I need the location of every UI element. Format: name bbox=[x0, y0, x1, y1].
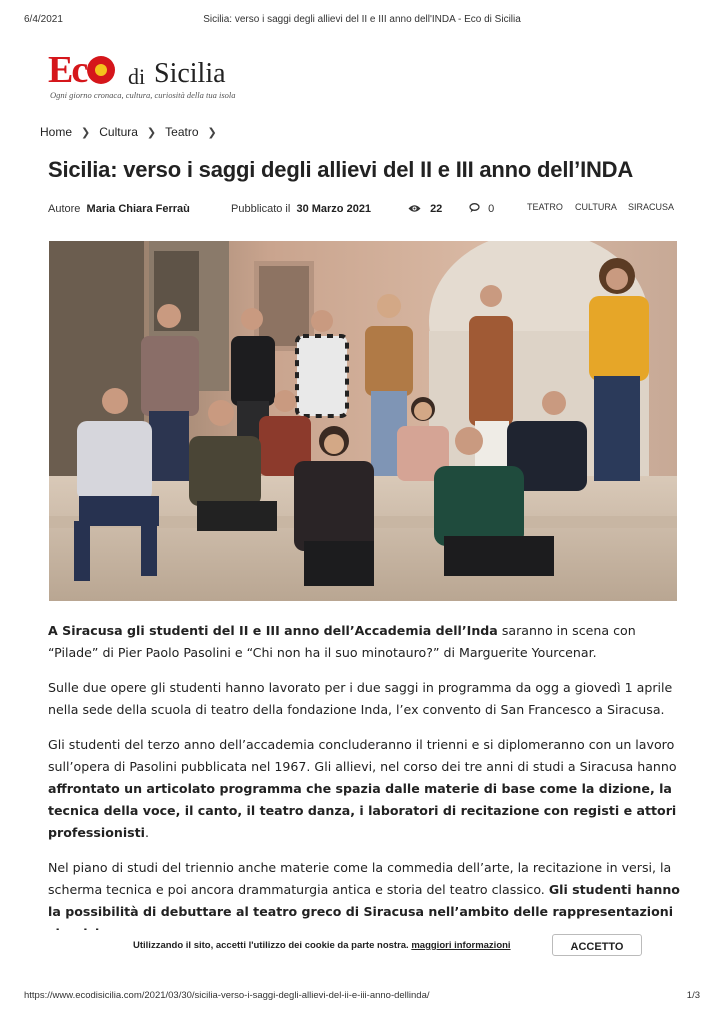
article-meta bbox=[48, 203, 676, 219]
published-label: Pubblicato il bbox=[231, 203, 291, 215]
article-hero-image bbox=[49, 241, 677, 601]
tag-siracusa[interactable]: SIRACUSA bbox=[628, 202, 675, 212]
print-title: Sicilia: verso i saggi degli allievi del II e III anno dell'INDA - Eco di Sicilia bbox=[203, 14, 521, 25]
eye-icon bbox=[408, 204, 421, 213]
logo-tagline: Ogni giorno cronaca, cultura, curiosità della tua isola bbox=[50, 90, 236, 100]
print-footer bbox=[24, 990, 700, 1002]
print-header bbox=[24, 14, 700, 28]
print-url: https://www.ecodisicilia.com/2021/03/30/sicilia-verso-i-saggi-degli-allievi-del-ii-e-iii-anno-dellinda/ bbox=[24, 990, 430, 1001]
published-date: 30 Marzo 2021 bbox=[296, 203, 372, 215]
author-label: Autore bbox=[48, 203, 81, 215]
views-block bbox=[408, 203, 442, 215]
article-body bbox=[48, 620, 680, 958]
comments-block[interactable] bbox=[469, 203, 494, 215]
tag-teatro[interactable]: TEATRO bbox=[527, 202, 563, 212]
article-title: Sicilia: verso i saggi degli allievi del II e III anno dell’INDA bbox=[48, 157, 634, 182]
views-count: 22 bbox=[430, 203, 443, 215]
paragraph-1-bold: A Siracusa gli studenti del II e III anno dell’Accademia dell’Inda bbox=[48, 623, 498, 638]
cookie-more-info-link[interactable]: maggiori informazioni bbox=[411, 940, 511, 951]
breadcrumb-teatro[interactable]: Teatro bbox=[165, 125, 199, 139]
paragraph-3-text: Gli studenti del terzo anno dell’accademia concluderanno il trienni e si diplomeranno con un lavoro sull’opera di Pasolini pubblicata nel 1967. Gli allievi, nel corso dei tre anni di studi a Siracusa hanno bbox=[48, 737, 677, 774]
breadcrumb-home[interactable]: Home bbox=[40, 125, 73, 139]
hero-photo bbox=[49, 241, 677, 601]
paragraph-2: Sulle due opere gli studenti hanno lavorato per i due saggi in programma da ogg a giovedì 1 aprile nella sede della scuola di teatro della fondazione Inda, l’ex convento di San Francesco a Siracusa. bbox=[48, 680, 673, 717]
cookie-accept-button[interactable]: ACCETTO bbox=[552, 934, 642, 956]
cookie-text: Utilizzando il sito, accetti l'utilizzo dei cookie da parte nostra. maggiori informazioni bbox=[133, 940, 511, 951]
paragraph-1-text: saranno in scena con “Pilade” di Pier Paolo Pasolini e “Chi non ha il suo minotauro?” di Marguerite Yourcenar. bbox=[48, 623, 636, 660]
author-name[interactable]: Maria Chiara Ferraù bbox=[86, 203, 190, 215]
author-block bbox=[48, 203, 190, 215]
print-page-number: 1/3 bbox=[686, 990, 700, 1001]
comments-count: 0 bbox=[488, 203, 495, 215]
tag-cultura[interactable]: CULTURA bbox=[575, 202, 617, 212]
cookie-banner bbox=[0, 930, 724, 962]
logo-o-icon bbox=[87, 56, 115, 84]
chevron-right-icon: ❯ bbox=[207, 126, 217, 139]
paragraph-3-bold: affrontato un articolato programma che spazia dalle materie di base come la dizione, la tecnica della voce, il canto, il teatro danza, i laboratori di recitazione con registi e attori professionisti bbox=[48, 781, 677, 840]
breadcrumb bbox=[40, 125, 226, 139]
paragraph-3-end: . bbox=[144, 825, 149, 840]
chevron-right-icon: ❯ bbox=[146, 126, 157, 139]
comment-icon bbox=[469, 203, 480, 213]
paragraph-4-bold: Gli studenti hanno la possibilità di debuttare al teatro greco di Siracusa nell’ambito delle rappresentazioni bbox=[48, 882, 680, 919]
paragraph-3 bbox=[48, 734, 680, 844]
paragraph-4-text: Nel piano di studi del triennio anche materie come la commedia dell’arte, la recitazione in versi, la scherma tecnica e poi ancora drammaturgia antica e storia del teatro classico. bbox=[48, 860, 672, 897]
paragraph-1 bbox=[48, 620, 680, 664]
published-block bbox=[231, 203, 371, 215]
logo-di: di bbox=[128, 64, 146, 89]
site-logo[interactable] bbox=[48, 50, 248, 104]
logo-sicilia: Sicilia bbox=[154, 58, 226, 89]
print-date: 6/4/2021 bbox=[24, 14, 63, 25]
logo-eco: Ec bbox=[48, 50, 115, 90]
breadcrumb-cultura[interactable]: Cultura bbox=[99, 125, 138, 139]
chevron-right-icon: ❯ bbox=[81, 126, 91, 139]
